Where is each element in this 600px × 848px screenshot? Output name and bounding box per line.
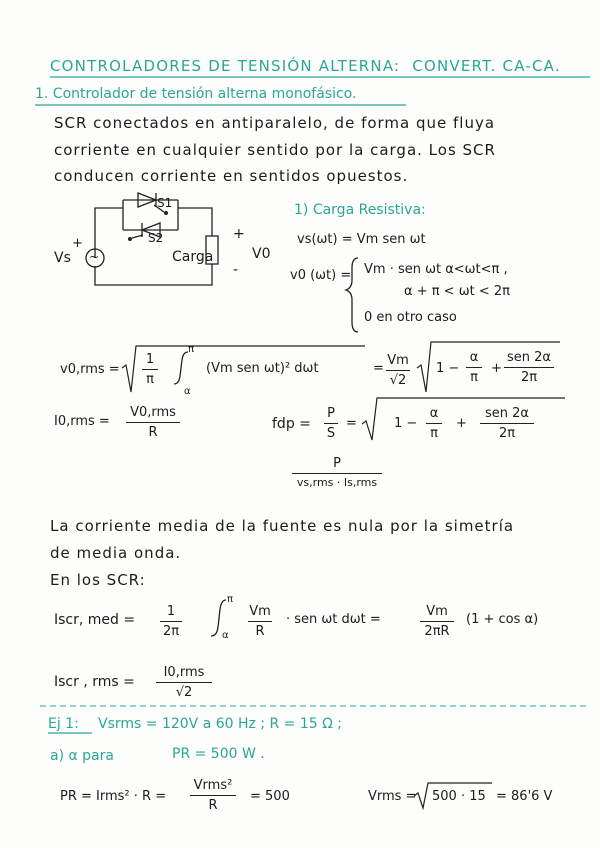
note-line-3: En los SCR:: [50, 571, 146, 589]
pr-rhs: = 500: [250, 789, 290, 804]
label-source-plus: +: [72, 236, 83, 251]
fdp-plus: +: [456, 416, 467, 431]
frac-num: α: [429, 406, 439, 421]
vorms-lhs: v0,rms =: [60, 362, 120, 377]
frac-num: 1: [166, 604, 176, 619]
vorms-one-minus: 1 −: [436, 361, 460, 376]
example-given: Vsrms = 120V a 60 Hz ; R = 15 Ω ;: [98, 716, 342, 732]
frac-num: Vm: [249, 604, 271, 619]
frac-den: R: [148, 425, 158, 440]
label-vs: Vs: [54, 250, 71, 266]
intro-line-3: conducen corriente en sentidos opuestos.: [54, 167, 409, 185]
frac-den: √2: [389, 373, 407, 388]
example-part-a-cond: PR = 500 W .: [172, 746, 265, 762]
label-v0: V0: [252, 246, 271, 262]
label-load-plus: +: [233, 226, 245, 242]
frac-den: π: [146, 372, 154, 387]
frac-num: V0,rms: [130, 405, 176, 420]
section-heading: 1. Controlador de tensión alterna monofásico.: [35, 86, 357, 102]
frac-den: π: [470, 370, 478, 385]
frac-den: R: [208, 798, 218, 813]
case-1: Vm · sen ωt α<ωt<π ,: [364, 262, 508, 277]
frac-num: P: [327, 406, 335, 421]
vrms-lhs: Vrms =: [368, 789, 417, 804]
intro-line-1: SCR conectados en antiparalelo, de forma que fluya: [54, 114, 496, 132]
frac-num: Vm: [387, 353, 409, 368]
frac-num: Vrms²: [193, 778, 233, 793]
frac-num: I0,rms: [163, 665, 205, 680]
frac-den: π: [430, 426, 438, 441]
frac-num: sen 2α: [485, 406, 529, 421]
vorms-int-lower: α: [184, 386, 191, 397]
vrms-rhs: = 86'6 V: [496, 789, 553, 804]
label-s2: S2: [148, 231, 164, 245]
label-s1: S1: [157, 196, 173, 210]
iscr-rms-lhs: Iscr , rms =: [54, 674, 135, 690]
frac-num: P: [333, 456, 341, 471]
frac-den: 2π: [498, 426, 516, 441]
note-line-1: La corriente media de la fuente es nula por la simetría: [50, 517, 515, 535]
iscr-rhs-tail: (1 + cos α): [466, 612, 539, 627]
fdp-lhs: fdp =: [272, 416, 311, 432]
frac-den: 2π: [162, 624, 180, 639]
fdp-one-minus: 1 −: [394, 416, 418, 431]
frac-num: sen 2α: [507, 350, 551, 365]
page-title: CONTROLADORES DE TENSIÓN ALTERNA: CONVERT. CA-CA.: [50, 57, 561, 75]
vs-equation: vs(ωt) = Vm sen ωt: [297, 232, 426, 247]
vorms-int-upper: π: [188, 344, 195, 355]
ac-source-wave: ~: [89, 250, 100, 264]
example-title: Ej 1:: [48, 716, 79, 732]
vorms-integrand: (Vm sen ωt)² dωt: [206, 361, 319, 376]
intro-line-2: corriente en cualquier sentido por la carga. Los SCR: [54, 141, 496, 159]
vo-lhs: v0 (ωt) =: [290, 268, 352, 283]
frac-den: vs,rms · Is,rms: [296, 476, 378, 489]
iscr-integrand: · sen ωt dωt =: [286, 612, 381, 627]
fdp-eq: =: [346, 416, 357, 431]
frac-den: S: [326, 426, 336, 441]
vrms-radicand: 500 · 15: [432, 789, 486, 804]
frac-num: 1: [145, 352, 155, 367]
iscr-med-lhs: Iscr, med =: [54, 612, 136, 628]
label-carga: Carga: [172, 249, 214, 265]
io-lhs: I0,rms =: [54, 414, 110, 429]
frac-den: √2: [175, 685, 193, 700]
pr-lhs: PR = Irms² · R =: [60, 789, 167, 804]
frac-den: R: [255, 624, 265, 639]
frac-num: Vm: [426, 604, 448, 619]
frac-den: 2π: [520, 370, 538, 385]
iscr-int-upper: π: [227, 594, 234, 605]
note-line-2: de media onda.: [50, 544, 182, 562]
frac-den: 2πR: [424, 624, 450, 639]
label-load-minus: -: [233, 262, 239, 278]
example-part-a: a) α para: [50, 748, 114, 764]
frac-num: α: [469, 350, 479, 365]
vorms-eq: =: [373, 361, 384, 376]
case-3: 0 en otro caso: [364, 310, 457, 325]
resistive-heading: 1) Carga Resistiva:: [294, 202, 426, 218]
case-2: α + π < ωt < 2π: [404, 284, 510, 299]
vorms-plus: +: [491, 361, 502, 376]
iscr-int-lower: α: [222, 630, 229, 641]
